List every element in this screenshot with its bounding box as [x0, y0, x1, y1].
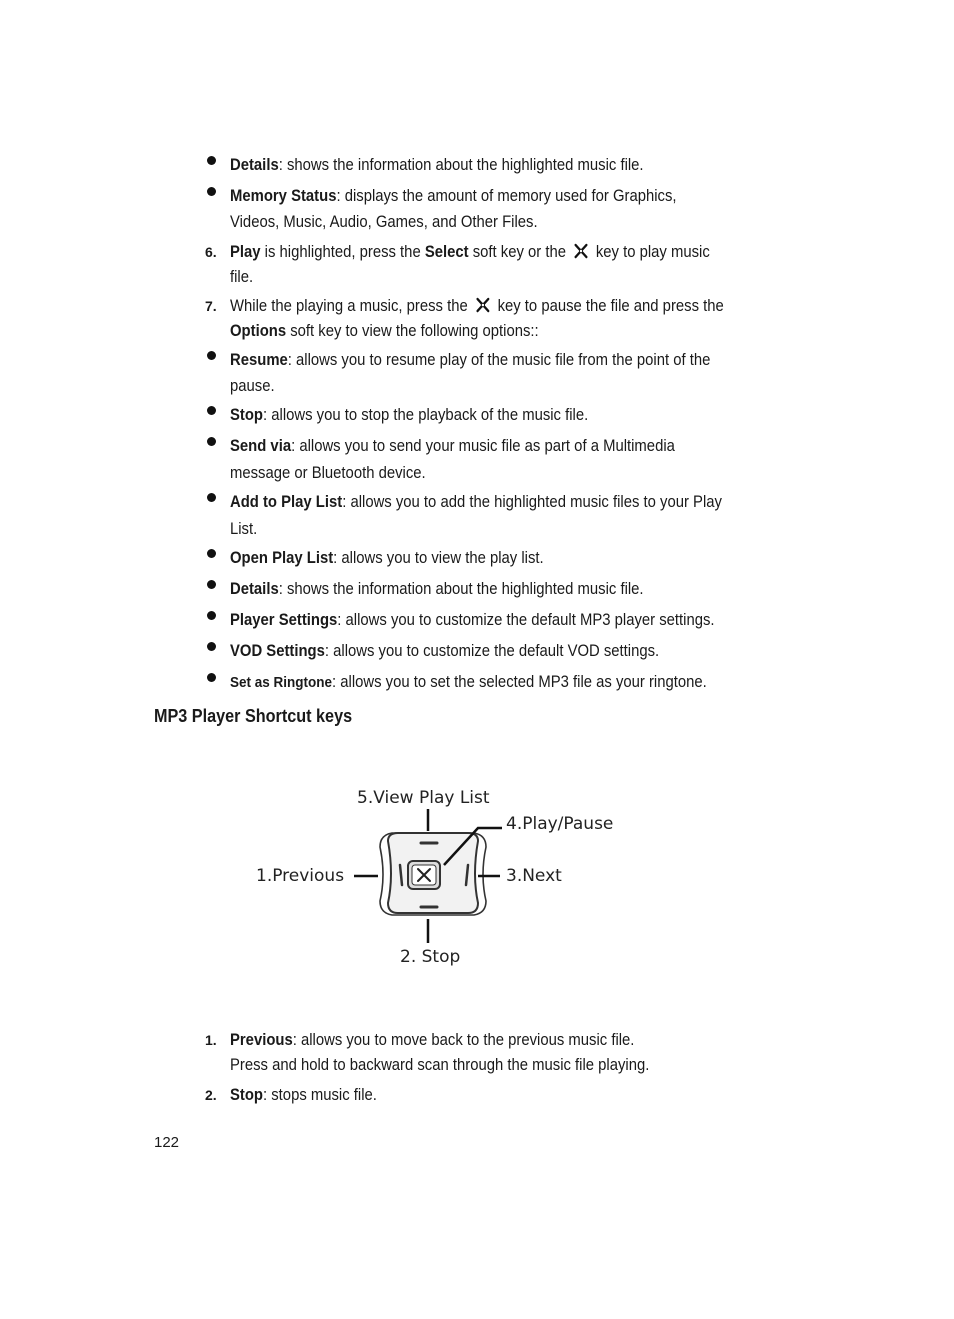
step-continuation: Options soft key to view the following options:: [230, 322, 539, 340]
bullet-marker [207, 156, 216, 165]
list-item-vod-settings: VOD Settings: allows you to customize the default VOD settings. [230, 642, 660, 660]
bullet-marker [207, 493, 216, 502]
bullet-marker [207, 611, 216, 620]
step-play: Play is highlighted, press the Select soft key or the key to play music [230, 243, 710, 261]
page-number: 122 [154, 1134, 180, 1151]
list-item-player-settings: Player Settings: allows you to customize the default MP3 player settings. [230, 611, 715, 629]
step-number: 1. [205, 1032, 217, 1048]
step-pause: While the playing a music, press the key to pause the file and press the [230, 297, 724, 315]
list-item-stop: Stop: allows you to stop the playback of the music file. [230, 406, 589, 424]
step-number: 6. [205, 244, 217, 260]
shortcut-continuation: Press and hold to backward scan through the music file playing. [230, 1056, 650, 1074]
bullet-marker [207, 351, 216, 360]
bullet-marker [207, 642, 216, 651]
list-item-memory-status: Memory Status: displays the amount of memory used for Graphics, [230, 187, 677, 205]
navigation-key-icon [474, 296, 492, 314]
bullet-marker [207, 580, 216, 589]
shortcut-keys-diagram [240, 775, 640, 975]
list-item-resume: Resume: allows you to resume play of the music file from the point of the [230, 351, 711, 369]
bullet-marker [207, 437, 216, 446]
bullet-marker [207, 187, 216, 196]
list-item-add-to-play-list: Add to Play List: allows you to add the highlighted music files to your Play [230, 493, 722, 511]
bullet-marker [207, 549, 216, 558]
list-item-continuation: pause. [230, 377, 275, 395]
list-item-details: Details: shows the information about the highlighted music file. [230, 580, 644, 598]
list-item-continuation: message or Bluetooth device. [230, 464, 426, 482]
label-next: 3.Next [506, 866, 562, 886]
bullet-marker [207, 406, 216, 415]
label-previous: 1.Previous [256, 866, 345, 886]
step-continuation: file. [230, 268, 254, 286]
list-item-set-as-ringtone: Set as Ringtone: allows you to set the selected MP3 file as your ringtone. [230, 673, 707, 691]
list-item-open-play-list: Open Play List: allows you to view the play list. [230, 549, 544, 567]
bullet-marker [207, 673, 216, 682]
navigation-key-icon [572, 242, 590, 260]
list-item-continuation: Videos, Music, Audio, Games, and Other Files. [230, 213, 538, 231]
list-item-continuation: List. [230, 520, 258, 538]
shortcut-previous: Previous: allows you to move back to the previous music file. [230, 1031, 635, 1049]
step-number: 7. [205, 298, 217, 314]
label-view-play-list: 5.View Play List [357, 788, 490, 808]
list-item-details: Details: shows the information about the highlighted music file. [230, 156, 644, 174]
shortcut-stop: Stop: stops music file. [230, 1086, 377, 1104]
section-heading: MP3 Player Shortcut keys [154, 706, 353, 726]
label-play-pause: 4.Play/Pause [506, 814, 614, 834]
step-number: 2. [205, 1087, 217, 1103]
list-item-send-via: Send via: allows you to send your music file as part of a Multimedia [230, 437, 675, 455]
label-stop: 2. Stop [400, 947, 461, 967]
